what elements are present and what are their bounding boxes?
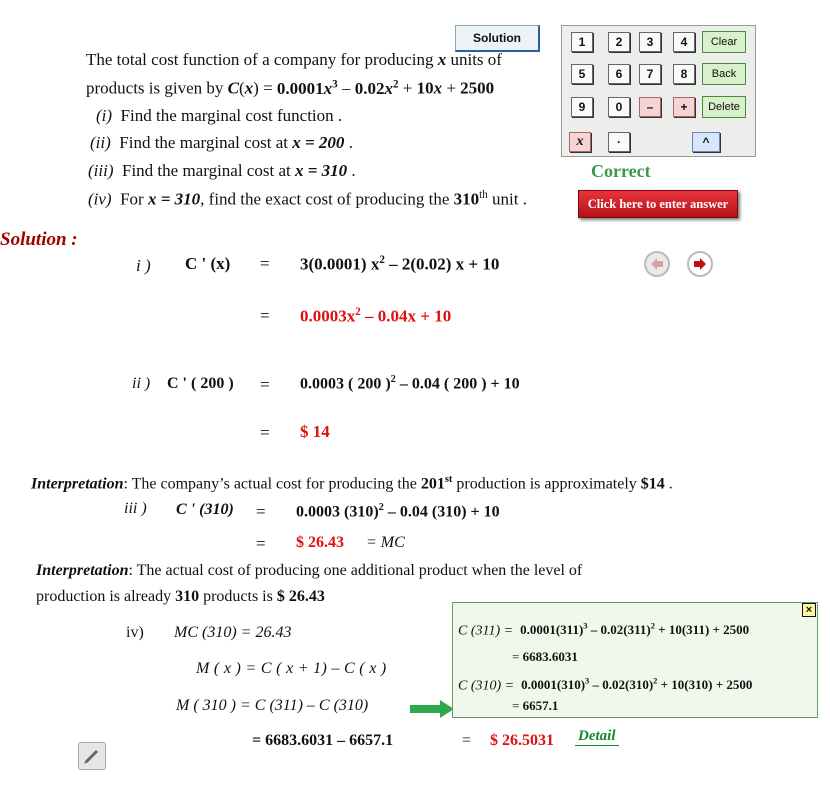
key-1[interactable]: 1 — [571, 32, 593, 52]
step-ii-result: $ 14 — [300, 422, 330, 441]
detail-c310-value: = 6657.1 — [512, 698, 559, 713]
arrow-right-green-icon — [410, 700, 456, 718]
key-9[interactable]: 9 — [571, 97, 593, 117]
feedback-correct: Correct — [591, 161, 651, 181]
step-ii-lhs: C ' ( 200 ) — [167, 375, 234, 392]
solution-heading: Solution : — [0, 229, 78, 250]
key-up[interactable]: ^ — [692, 132, 720, 152]
step-ii-eq2: = — [260, 423, 270, 442]
key-minus[interactable]: – — [639, 97, 661, 117]
key-3[interactable]: 3 — [639, 32, 661, 52]
step-iii-eq2: = — [256, 534, 266, 553]
step-iv-line2: M ( x ) = C ( x + 1) – C ( x ) — [196, 660, 387, 677]
arrow-right-icon — [692, 256, 708, 272]
step-ii-eq: = — [260, 375, 270, 394]
key-6[interactable]: 6 — [608, 64, 630, 84]
key-dot[interactable]: · — [608, 132, 630, 152]
key-4[interactable]: 4 — [673, 32, 695, 52]
key-5[interactable]: 5 — [571, 64, 593, 84]
step-i-rhs: 3(0.0001) $x^2 - 2(0.02) x + 10$ — [300, 254, 500, 274]
key-plus[interactable]: + — [673, 97, 695, 117]
step-iii-lhs: C ' (310) — [176, 501, 234, 518]
step-iv-line1: MC (310) = 26.43 — [174, 624, 292, 641]
detail-c310: C $(310) = 0.0001(310)^3 - 0.02(310)^2 + 10(310) + 2500$ — [458, 676, 753, 694]
step-iii-rhs: 0.0003 $(310)^2 - 0.04$ (310) + 10 — [296, 502, 500, 521]
cost-function: C — [227, 78, 239, 98]
step-i-eq: = — [260, 254, 270, 273]
detail-link[interactable]: Detail — [575, 728, 619, 746]
step-iv-result: $ 26.5031 — [490, 732, 554, 749]
problem-line1: The total cost function of a company for producing x units of — [86, 50, 502, 69]
step-iii-eq: = — [256, 502, 266, 521]
step-ii-label: ii ) — [132, 375, 151, 392]
step-i-eq2: = — [260, 306, 270, 325]
delete-button[interactable]: Delete — [702, 96, 746, 118]
pen-tool-button[interactable] — [78, 742, 106, 770]
key-7[interactable]: 7 — [639, 64, 661, 84]
next-step-button[interactable] — [687, 251, 713, 277]
step-iii-label: iii ) — [124, 500, 147, 517]
key-0[interactable]: 0 — [608, 97, 630, 117]
detail-panel — [452, 602, 818, 718]
detail-c311: C $(311) = 0.0001(311)^3 - 0.02(311)^2 + 10(311) + 2500$ — [458, 621, 750, 639]
key-x[interactable]: x — [569, 132, 591, 152]
step-iii-mc: = MC — [366, 534, 405, 551]
solution-button[interactable]: Solution — [455, 25, 540, 52]
step-iv-line3: M ( 310 ) = C (311) – C (310) — [176, 697, 369, 714]
problem-line2: products is given by $C(x) = 0.0001x^3 - 0.02x^2 + 10x + 2500$ — [86, 78, 495, 98]
pen-icon — [79, 743, 105, 769]
step-i-lhs: C ' (x) — [185, 254, 231, 273]
enter-answer-button[interactable]: Click here to enter answer — [578, 190, 738, 218]
interpretation-1: Interpretation: The company’s actual cost for producing the 201st production is approximately $14 . — [31, 474, 673, 493]
interpretation-2-line2: production is already 310 products is $ 26.43 — [36, 588, 325, 605]
part-ii: (ii) Find the marginal cost at x = 200 . — [90, 133, 353, 152]
step-iv-line4: = 6683.6031 – 6657.1 — [252, 732, 394, 749]
prev-step-button[interactable] — [644, 251, 670, 277]
part-iii: (iii) Find the marginal cost at x = 310 . — [88, 161, 356, 180]
step-iii-result: $ 26.43 — [296, 534, 344, 551]
step-iv-label: iv) — [126, 624, 144, 641]
arrow-left-icon — [649, 256, 665, 272]
part-i: (i) Find the marginal cost function . — [96, 106, 343, 125]
step-i-result: $0.0003x^2 - 0.04x + 10$ — [300, 306, 452, 326]
interpretation-2-line1: Interpretation: The actual cost of producing one additional product when the level of — [36, 562, 583, 579]
key-2[interactable]: 2 — [608, 32, 630, 52]
key-8[interactable]: 8 — [673, 64, 695, 84]
close-icon[interactable]: × — [802, 603, 816, 617]
step-iv-line4-eq: = — [462, 732, 472, 749]
clear-button[interactable]: Clear — [702, 31, 746, 53]
calculator-panel — [561, 25, 756, 157]
detail-c311-value: = 6683.6031 — [512, 649, 578, 664]
part-iv: (iv) For x = 310, find the exact cost of producing the 310th unit . — [88, 189, 527, 209]
back-button[interactable]: Back — [702, 63, 746, 85]
step-i-label: i ) — [136, 256, 151, 275]
step-ii-rhs: 0.0003 ( 200 )$^2$ – 0.04 ( 200 ) + 10 — [300, 374, 520, 393]
